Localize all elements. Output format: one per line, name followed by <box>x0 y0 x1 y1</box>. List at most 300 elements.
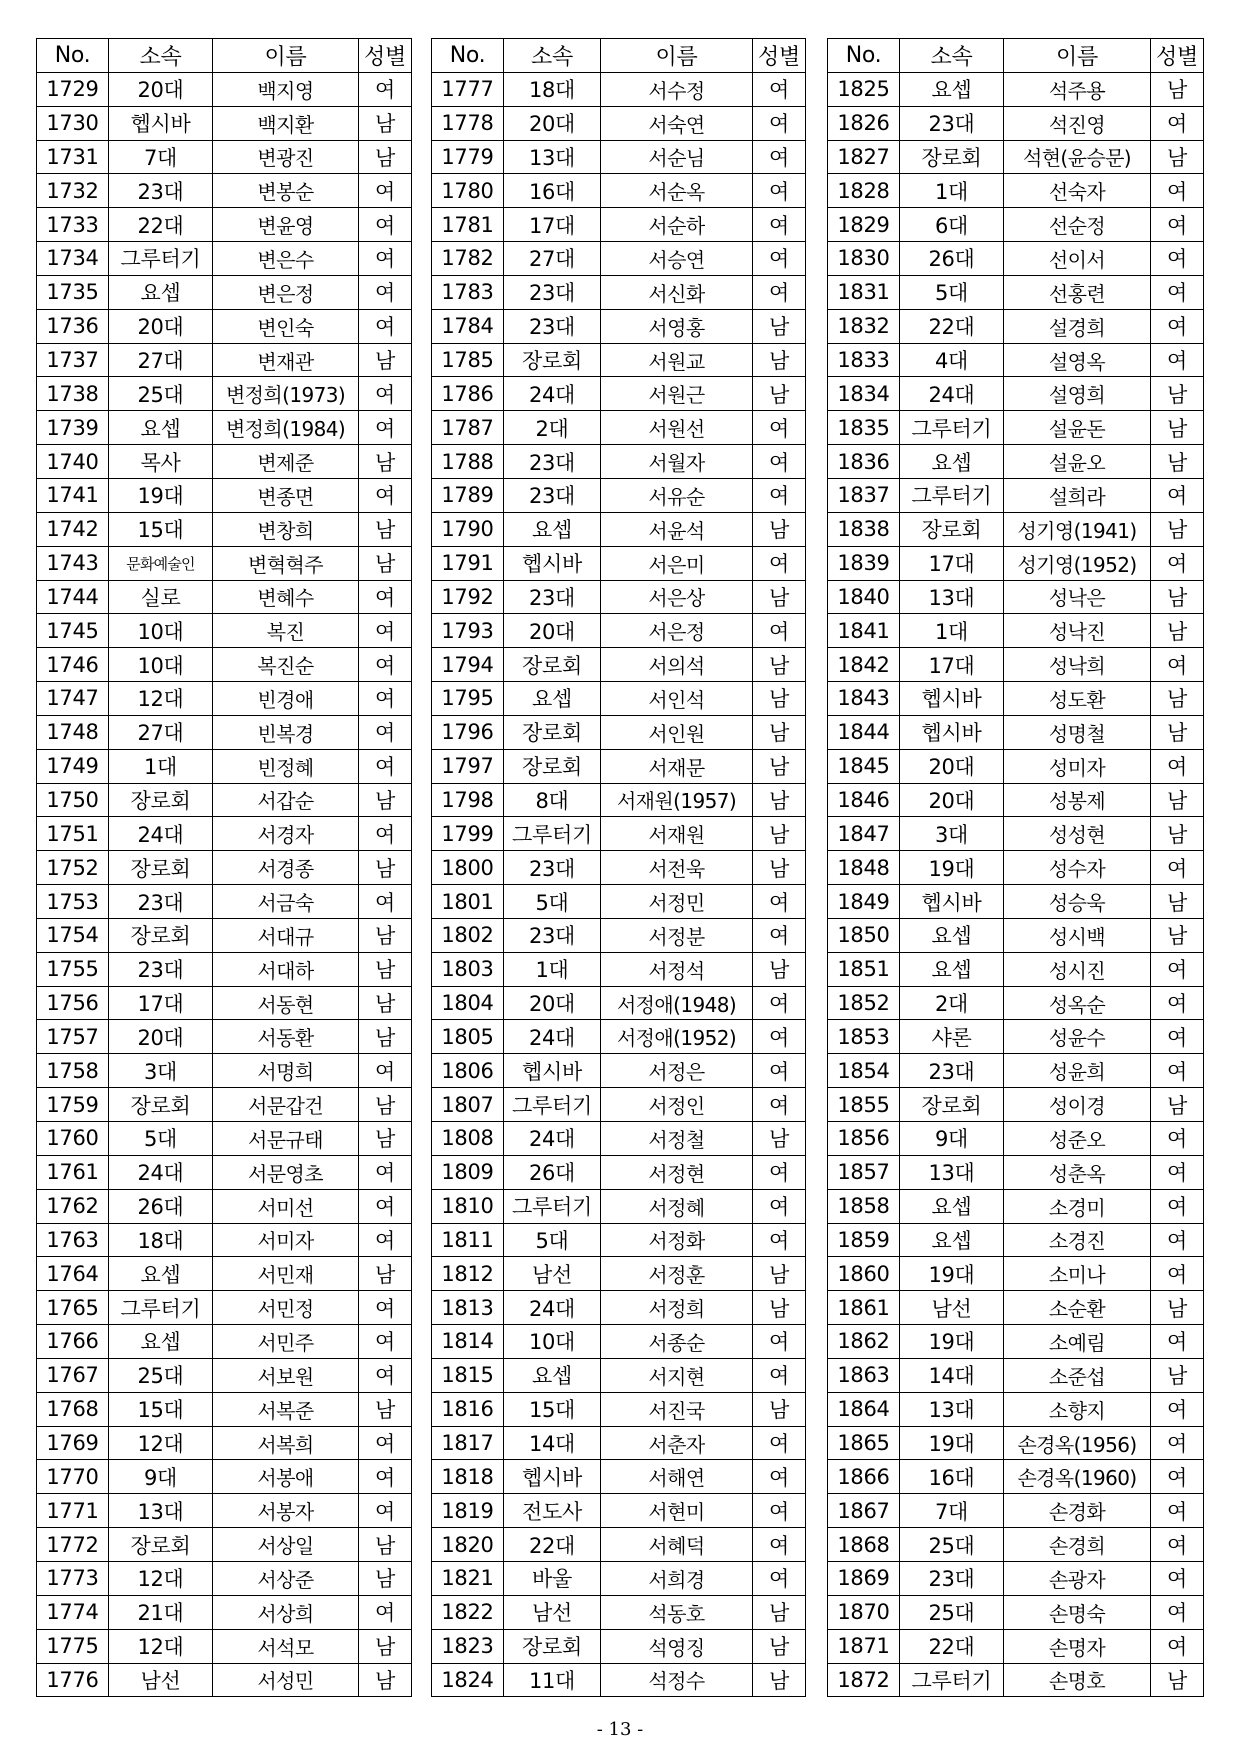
cell-gender: 여 <box>1151 1528 1204 1562</box>
cell-affiliation: 24대 <box>109 1155 213 1189</box>
table-row <box>432 1561 806 1595</box>
cell-gender: 여 <box>1151 106 1204 140</box>
cell-gender: 여 <box>1151 1155 1204 1189</box>
table-row <box>432 309 806 343</box>
cell-no: 1749 <box>37 749 109 783</box>
table-row <box>828 140 1204 174</box>
table-row <box>432 478 806 512</box>
cell-no: 1767 <box>37 1358 109 1392</box>
cell-name: 서숙연 <box>601 106 753 140</box>
cell-affiliation: 5대 <box>900 275 1004 309</box>
table-row <box>828 614 1204 648</box>
cell-affiliation: 23대 <box>109 174 213 208</box>
cell-gender: 남 <box>1151 580 1204 614</box>
cell-affiliation: 19대 <box>900 851 1004 885</box>
cell-gender: 여 <box>1151 1189 1204 1223</box>
header-affiliation: 소속 <box>504 39 601 73</box>
table-row <box>37 343 412 377</box>
table-row <box>37 309 412 343</box>
cell-no: 1822 <box>432 1595 504 1629</box>
cell-no: 1842 <box>828 648 900 682</box>
table-row <box>37 512 412 546</box>
cell-no: 1870 <box>828 1595 900 1629</box>
cell-affiliation: 15대 <box>504 1392 601 1426</box>
cell-no: 1745 <box>37 614 109 648</box>
cell-affiliation: 그루터기 <box>900 1663 1004 1697</box>
cell-affiliation: 7대 <box>109 140 213 174</box>
cell-affiliation: 남선 <box>504 1595 601 1629</box>
cell-gender: 남 <box>1151 885 1204 919</box>
cell-affiliation: 3대 <box>109 1054 213 1088</box>
table-row <box>828 1223 1204 1257</box>
cell-gender: 여 <box>753 546 806 580</box>
table-row <box>432 952 806 986</box>
cell-gender: 남 <box>753 1663 806 1697</box>
table-row <box>432 106 806 140</box>
cell-name: 서정철 <box>601 1122 753 1156</box>
cell-no: 1754 <box>37 918 109 952</box>
cell-no: 1758 <box>37 1054 109 1088</box>
table-row <box>432 1054 806 1088</box>
cell-affiliation: 25대 <box>109 377 213 411</box>
cell-name: 서동환 <box>213 1020 359 1054</box>
cell-no: 1743 <box>37 546 109 580</box>
cell-name: 손경옥(1956) <box>1004 1426 1151 1460</box>
cell-no: 1849 <box>828 885 900 919</box>
cell-gender: 여 <box>359 1595 412 1629</box>
cell-gender: 여 <box>753 275 806 309</box>
cell-gender: 여 <box>1151 1426 1204 1460</box>
cell-no: 1756 <box>37 986 109 1020</box>
cell-name: 변정희(1984) <box>213 411 359 445</box>
table-row <box>828 952 1204 986</box>
cell-affiliation: 요셉 <box>900 952 1004 986</box>
cell-name: 서명희 <box>213 1054 359 1088</box>
cell-affiliation: 그루터기 <box>504 1088 601 1122</box>
cell-gender: 남 <box>753 377 806 411</box>
cell-name: 성춘옥 <box>1004 1155 1151 1189</box>
cell-name: 서정화 <box>601 1223 753 1257</box>
cell-name: 손광자 <box>1004 1561 1151 1595</box>
table-row <box>828 1426 1204 1460</box>
cell-name: 서대규 <box>213 918 359 952</box>
cell-affiliation: 헵시바 <box>109 106 213 140</box>
cell-gender: 여 <box>359 1291 412 1325</box>
cell-gender: 여 <box>359 242 412 276</box>
cell-name: 성낙희 <box>1004 648 1151 682</box>
cell-gender: 남 <box>753 580 806 614</box>
cell-gender: 여 <box>753 1494 806 1528</box>
cell-no: 1768 <box>37 1392 109 1426</box>
cell-name: 성명철 <box>1004 715 1151 749</box>
cell-affiliation: 6대 <box>900 208 1004 242</box>
cell-name: 선숙자 <box>1004 174 1151 208</box>
cell-gender: 여 <box>359 580 412 614</box>
cell-name: 성성현 <box>1004 817 1151 851</box>
cell-no: 1760 <box>37 1122 109 1156</box>
cell-gender: 여 <box>359 478 412 512</box>
cell-affiliation: 20대 <box>900 749 1004 783</box>
table-row <box>432 512 806 546</box>
cell-affiliation: 5대 <box>504 1223 601 1257</box>
cell-gender: 남 <box>1151 411 1204 445</box>
cell-affiliation: 23대 <box>504 918 601 952</box>
cell-gender: 여 <box>753 1155 806 1189</box>
cell-affiliation: 헵시바 <box>504 546 601 580</box>
table-row <box>37 377 412 411</box>
cell-affiliation: 18대 <box>109 1223 213 1257</box>
cell-affiliation: 장로회 <box>504 1629 601 1663</box>
cell-name: 서대하 <box>213 952 359 986</box>
cell-no: 1814 <box>432 1325 504 1359</box>
cell-name: 소경진 <box>1004 1223 1151 1257</box>
cell-gender: 남 <box>753 682 806 716</box>
cell-affiliation: 요셉 <box>109 275 213 309</box>
cell-name: 서재문 <box>601 749 753 783</box>
cell-no: 1775 <box>37 1629 109 1663</box>
cell-no: 1755 <box>37 952 109 986</box>
cell-no: 1857 <box>828 1155 900 1189</box>
cell-name: 서원근 <box>601 377 753 411</box>
table-row <box>828 580 1204 614</box>
cell-no: 1866 <box>828 1460 900 1494</box>
cell-no: 1780 <box>432 174 504 208</box>
cell-gender: 남 <box>753 343 806 377</box>
cell-name: 서복희 <box>213 1426 359 1460</box>
header-no: No. <box>828 39 900 73</box>
header-gender: 성별 <box>359 39 412 73</box>
cell-name: 서승연 <box>601 242 753 276</box>
cell-gender: 남 <box>1151 1291 1204 1325</box>
cell-no: 1763 <box>37 1223 109 1257</box>
cell-no: 1794 <box>432 648 504 682</box>
cell-gender: 여 <box>359 1460 412 1494</box>
cell-name: 빈복경 <box>213 715 359 749</box>
cell-gender: 여 <box>753 445 806 479</box>
cell-name: 석동호 <box>601 1595 753 1629</box>
table-row <box>37 275 412 309</box>
table-row <box>828 1122 1204 1156</box>
cell-gender: 남 <box>359 1392 412 1426</box>
cell-gender: 남 <box>359 1561 412 1595</box>
cell-affiliation: 23대 <box>504 309 601 343</box>
cell-name: 선홍련 <box>1004 275 1151 309</box>
cell-gender: 남 <box>359 1663 412 1697</box>
table-row <box>432 242 806 276</box>
cell-affiliation: 24대 <box>504 1020 601 1054</box>
cell-no: 1852 <box>828 986 900 1020</box>
table-row <box>37 72 412 106</box>
cell-gender: 남 <box>1151 377 1204 411</box>
table-row <box>37 715 412 749</box>
cell-gender: 여 <box>359 377 412 411</box>
cell-name: 서윤석 <box>601 512 753 546</box>
cell-affiliation: 23대 <box>504 851 601 885</box>
table-row <box>37 885 412 919</box>
cell-name: 서원교 <box>601 343 753 377</box>
cell-affiliation: 13대 <box>109 1494 213 1528</box>
cell-no: 1799 <box>432 817 504 851</box>
cell-name: 선이서 <box>1004 242 1151 276</box>
table-row <box>432 208 806 242</box>
cell-no: 1848 <box>828 851 900 885</box>
cell-affiliation: 13대 <box>900 1155 1004 1189</box>
cell-name: 서순님 <box>601 140 753 174</box>
table-row <box>828 1291 1204 1325</box>
cell-no: 1864 <box>828 1392 900 1426</box>
cell-gender: 남 <box>359 1020 412 1054</box>
table-row <box>37 478 412 512</box>
cell-affiliation: 문화예술인 <box>109 546 213 580</box>
cell-affiliation: 19대 <box>900 1257 1004 1291</box>
cell-name: 변광진 <box>213 140 359 174</box>
cell-affiliation: 26대 <box>900 242 1004 276</box>
cell-affiliation: 1대 <box>109 749 213 783</box>
cell-gender: 남 <box>359 918 412 952</box>
table-row <box>37 1325 412 1359</box>
cell-affiliation: 10대 <box>109 648 213 682</box>
header-name: 이름 <box>1004 39 1151 73</box>
cell-name: 성수자 <box>1004 851 1151 885</box>
cell-name: 서석모 <box>213 1629 359 1663</box>
cell-affiliation: 헵시바 <box>900 885 1004 919</box>
cell-no: 1750 <box>37 783 109 817</box>
cell-affiliation: 15대 <box>109 512 213 546</box>
cell-no: 1788 <box>432 445 504 479</box>
table-row <box>37 1223 412 1257</box>
table-row <box>37 1595 412 1629</box>
cell-affiliation: 10대 <box>109 614 213 648</box>
table-row <box>432 445 806 479</box>
cell-name: 변혁혁주 <box>213 546 359 580</box>
cell-gender: 여 <box>1151 952 1204 986</box>
cell-no: 1784 <box>432 309 504 343</box>
cell-name: 서재원 <box>601 817 753 851</box>
cell-name: 서진국 <box>601 1392 753 1426</box>
cell-affiliation: 요셉 <box>504 682 601 716</box>
cell-no: 1836 <box>828 445 900 479</box>
cell-affiliation: 22대 <box>900 1629 1004 1663</box>
cell-no: 1746 <box>37 648 109 682</box>
cell-name: 성낙은 <box>1004 580 1151 614</box>
table-row <box>37 1088 412 1122</box>
cell-gender: 여 <box>753 986 806 1020</box>
table-row <box>432 1494 806 1528</box>
cell-name: 손경화 <box>1004 1494 1151 1528</box>
cell-name: 복진 <box>213 614 359 648</box>
cell-name: 소향지 <box>1004 1392 1151 1426</box>
table-row <box>432 614 806 648</box>
cell-affiliation: 요셉 <box>900 1189 1004 1223</box>
cell-no: 1759 <box>37 1088 109 1122</box>
cell-name: 석주용 <box>1004 72 1151 106</box>
cell-gender: 남 <box>359 1122 412 1156</box>
cell-affiliation: 16대 <box>900 1460 1004 1494</box>
table-row <box>828 275 1204 309</box>
cell-no: 1802 <box>432 918 504 952</box>
cell-affiliation: 그루터기 <box>900 478 1004 512</box>
cell-name: 서성민 <box>213 1663 359 1697</box>
header-row <box>37 39 412 73</box>
table-row <box>37 648 412 682</box>
cell-no: 1798 <box>432 783 504 817</box>
cell-no: 1741 <box>37 478 109 512</box>
table-row <box>432 1257 806 1291</box>
cell-affiliation: 24대 <box>504 1122 601 1156</box>
table-row <box>432 918 806 952</box>
table-row <box>37 1494 412 1528</box>
table-row <box>432 1291 806 1325</box>
cell-name: 성이경 <box>1004 1088 1151 1122</box>
cell-name: 손경희 <box>1004 1528 1151 1562</box>
table-row <box>37 952 412 986</box>
table-row <box>828 377 1204 411</box>
table-row <box>432 682 806 716</box>
cell-gender: 남 <box>1151 1088 1204 1122</box>
table-row <box>37 1257 412 1291</box>
cell-no: 1751 <box>37 817 109 851</box>
cell-name: 서정훈 <box>601 1257 753 1291</box>
table-row <box>37 1528 412 1562</box>
cell-gender: 여 <box>1151 174 1204 208</box>
cell-gender: 남 <box>359 140 412 174</box>
table-row <box>828 885 1204 919</box>
table-row <box>37 242 412 276</box>
table-row <box>828 783 1204 817</box>
cell-no: 1739 <box>37 411 109 445</box>
cell-affiliation: 샤론 <box>900 1020 1004 1054</box>
cell-affiliation: 12대 <box>109 1426 213 1460</box>
cell-name: 서춘자 <box>601 1426 753 1460</box>
table-row <box>828 1088 1204 1122</box>
cell-gender: 여 <box>1151 1325 1204 1359</box>
cell-affiliation: 23대 <box>504 275 601 309</box>
cell-no: 1830 <box>828 242 900 276</box>
table-row <box>37 817 412 851</box>
cell-affiliation: 2대 <box>504 411 601 445</box>
table-row <box>432 749 806 783</box>
cell-name: 서상희 <box>213 1595 359 1629</box>
cell-gender: 여 <box>359 208 412 242</box>
cell-affiliation: 15대 <box>109 1392 213 1426</box>
cell-affiliation: 19대 <box>900 1325 1004 1359</box>
cell-affiliation: 요셉 <box>109 1257 213 1291</box>
cell-no: 1825 <box>828 72 900 106</box>
cell-no: 1747 <box>37 682 109 716</box>
table-row <box>432 72 806 106</box>
cell-gender: 여 <box>1151 1122 1204 1156</box>
cell-affiliation: 24대 <box>504 1291 601 1325</box>
cell-name: 설경희 <box>1004 309 1151 343</box>
table-row <box>432 377 806 411</box>
table-row <box>828 1460 1204 1494</box>
cell-gender: 남 <box>753 309 806 343</box>
cell-name: 석진영 <box>1004 106 1151 140</box>
cell-name: 변재관 <box>213 343 359 377</box>
cell-affiliation: 10대 <box>504 1325 601 1359</box>
table-row <box>37 1663 412 1697</box>
cell-gender: 여 <box>753 1460 806 1494</box>
cell-gender: 남 <box>753 851 806 885</box>
cell-no: 1777 <box>432 72 504 106</box>
cell-no: 1762 <box>37 1189 109 1223</box>
cell-name: 성준오 <box>1004 1122 1151 1156</box>
cell-name: 성옥순 <box>1004 986 1151 1020</box>
cell-name: 서은정 <box>601 614 753 648</box>
cell-gender: 여 <box>1151 1392 1204 1426</box>
cell-affiliation: 장로회 <box>900 1088 1004 1122</box>
cell-gender: 여 <box>1151 343 1204 377</box>
cell-no: 1863 <box>828 1358 900 1392</box>
cell-affiliation: 23대 <box>504 478 601 512</box>
cell-gender: 여 <box>1151 546 1204 580</box>
cell-gender: 여 <box>1151 1460 1204 1494</box>
cell-name: 손명호 <box>1004 1663 1151 1697</box>
cell-gender: 여 <box>1151 1561 1204 1595</box>
cell-affiliation: 헵시바 <box>900 682 1004 716</box>
cell-name: 서민재 <box>213 1257 359 1291</box>
cell-affiliation: 25대 <box>900 1595 1004 1629</box>
table-row <box>828 174 1204 208</box>
cell-affiliation: 22대 <box>504 1528 601 1562</box>
cell-no: 1850 <box>828 918 900 952</box>
cell-gender: 남 <box>753 1291 806 1325</box>
table-row <box>37 986 412 1020</box>
cell-gender: 남 <box>1151 682 1204 716</box>
cell-gender: 여 <box>1151 309 1204 343</box>
table-row <box>37 1054 412 1088</box>
cell-gender: 남 <box>1151 715 1204 749</box>
table-row <box>432 343 806 377</box>
cell-name: 서문영초 <box>213 1155 359 1189</box>
cell-no: 1805 <box>432 1020 504 1054</box>
table-row <box>432 986 806 1020</box>
table-row <box>828 72 1204 106</box>
cell-affiliation: 20대 <box>900 783 1004 817</box>
cell-name: 서정민 <box>601 885 753 919</box>
cell-name: 서전욱 <box>601 851 753 885</box>
cell-gender: 여 <box>753 1358 806 1392</box>
table-row <box>432 140 806 174</box>
cell-name: 서보원 <box>213 1358 359 1392</box>
cell-gender: 남 <box>753 817 806 851</box>
cell-gender: 여 <box>359 1358 412 1392</box>
cell-no: 1809 <box>432 1155 504 1189</box>
table-row <box>432 1358 806 1392</box>
cell-name: 서갑순 <box>213 783 359 817</box>
cell-gender: 남 <box>359 1257 412 1291</box>
cell-gender: 여 <box>359 1325 412 1359</box>
cell-affiliation: 장로회 <box>900 140 1004 174</box>
cell-gender: 여 <box>1151 1629 1204 1663</box>
table-row <box>37 614 412 648</box>
table-row <box>828 1663 1204 1697</box>
cell-name: 성윤수 <box>1004 1020 1151 1054</box>
cell-no: 1790 <box>432 512 504 546</box>
cell-gender: 남 <box>1151 918 1204 952</box>
table-row <box>37 411 412 445</box>
table-row <box>432 1528 806 1562</box>
cell-name: 서정분 <box>601 918 753 952</box>
cell-name: 성승욱 <box>1004 885 1151 919</box>
cell-name: 서정혜 <box>601 1189 753 1223</box>
cell-no: 1792 <box>432 580 504 614</box>
cell-gender: 여 <box>753 1189 806 1223</box>
cell-gender: 여 <box>359 1155 412 1189</box>
cell-no: 1862 <box>828 1325 900 1359</box>
cell-no: 1734 <box>37 242 109 276</box>
header-no: No. <box>432 39 504 73</box>
